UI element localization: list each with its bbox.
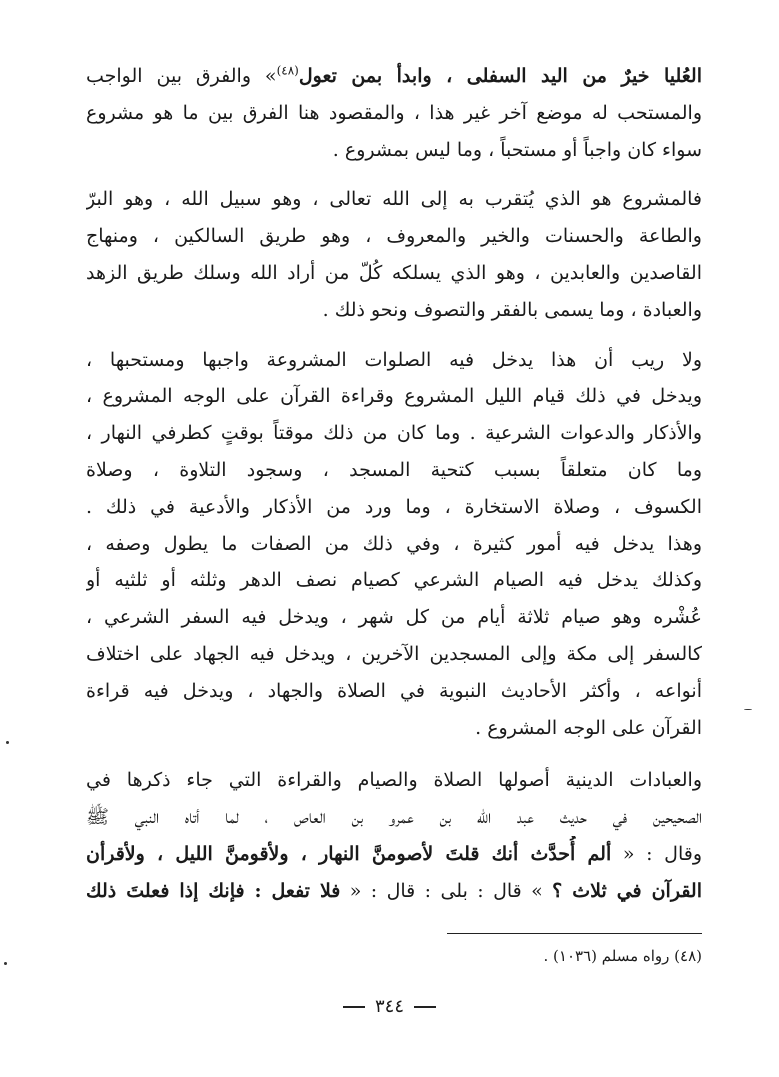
text-line: وكذلك يدخل فيه الصيام الشرعي كصيام نصف الدهر وثلثه أو ثلثيه أو: [86, 569, 702, 592]
text-line: والطاعة والحسنات والخير والمعروف ، وهو طريق السالكين ، ومنهاج: [86, 225, 702, 248]
text-line: فالمشروع هو الذي يُتقرب به إلى الله تعالى ، وهو سبيل الله ، وهو البرّ: [86, 188, 702, 211]
footnote-ref: (٤٨): [276, 63, 299, 78]
text-line: القرآن على الوجه المشروع .: [475, 716, 702, 739]
text-line: الكسوف ، وصلاة الاستخارة ، وما ورد من الأذكار والأدعية في ذلك .: [86, 495, 702, 518]
hadith-quote: فلا تفعل : فإنك إذا فعلتَ ذلك: [86, 879, 341, 902]
page-number-row: [0, 996, 779, 1017]
text-line: وقال : « ألم أُحدَّث أنك قلتَ لأصومنَّ النهار ، ولأقومنَّ الليل ، ولأقرأن: [86, 842, 702, 865]
text-line: العُليا خيرٌ من اليد السفلى ، وابدأ بمن تعول$^{(٤٨)}$» والفرق بين الواجب: [86, 63, 702, 87]
footnote: (٤٨) رواه مسلم (١٠٣٦) .: [543, 947, 702, 965]
scan-speck: [4, 962, 7, 965]
text-line: ويدخل في ذلك قيام الليل المشروع وقراءة القرآن على الوجه المشروع ،: [86, 385, 702, 408]
text-line: عُشْره وهو صيام ثلاثة أيام من كل شهر ، ويدخل فيه السفر الشرعي ،: [86, 606, 702, 629]
text-line: والأذكار والدعوات الشرعية . وما كان من ذلك موقتاً بوقتٍ كطرفي النهار ،: [86, 422, 702, 445]
text-line: الصحيحين في حديث عبد الله بن عمرو بن العاص ، لما أتاه النبي ﷺ: [86, 806, 702, 829]
text-line: كالسفر إلى مكة وإلى المسجدين الآخرين ، ويدخل فيه الجهاد على اختلاف: [86, 642, 702, 665]
hadith-quote: القرآن في ثلاث ؟: [552, 879, 702, 902]
hadith-quote: العُليا خيرٌ من اليد السفلى ، وابدأ بمن تعول: [298, 65, 702, 87]
footnote-divider: [447, 933, 702, 934]
text-line: وما كان متعلقاً بسبب كتحية المسجد ، وسجود التلاوة ، وصلاة: [86, 458, 702, 481]
text-line: القرآن في ثلاث ؟ » قال : بلى : قال : « فلا تفعل : فإنك إذا فعلتَ ذلك: [86, 879, 702, 902]
text-line: القاصدين والعابدين ، وهو الذي يسلكه كُلّ من أراد الله وسلك طريق الزهد: [86, 261, 702, 284]
page-number: ٣٤٤: [374, 996, 404, 1017]
text-line: والعبادة ، وما يسمى بالفقر والتصوف ونحو ذلك .: [322, 298, 702, 321]
text-line: أنواعه ، وأكثر الأحاديث النبوية في الصلاة والجهاد ، ويدخل فيه قراءة: [86, 679, 702, 702]
body-text: [86, 58, 702, 910]
scan-speck: [6, 741, 9, 744]
text-line: والعبادات الدينية أصولها الصلاة والصيام والقراءة التي جاء ذكرها في: [86, 769, 702, 792]
text-line: ولا ريب أن هذا يدخل فيه الصلوات المشروعة واجبها ومستحبها ،: [86, 348, 702, 371]
hadith-quote: ألم أُحدَّث أنك قلتَ لأصومنَّ النهار ، ولأقومنَّ الليل ، ولأقرأن: [86, 842, 612, 865]
text-line: سواء كان واجباً أو مستحباً ، وما ليس بمشروع .: [332, 138, 702, 161]
scan-speck: [744, 709, 752, 710]
text-line: وهذا يدخل فيه أمور كثيرة ، وفي ذلك من الصفات ما يطول وصفه ،: [86, 532, 702, 555]
text-line: والمستحب له موضع آخر غير هذا ، والمقصود هنا الفرق بين ما هو مشروع: [86, 101, 702, 124]
